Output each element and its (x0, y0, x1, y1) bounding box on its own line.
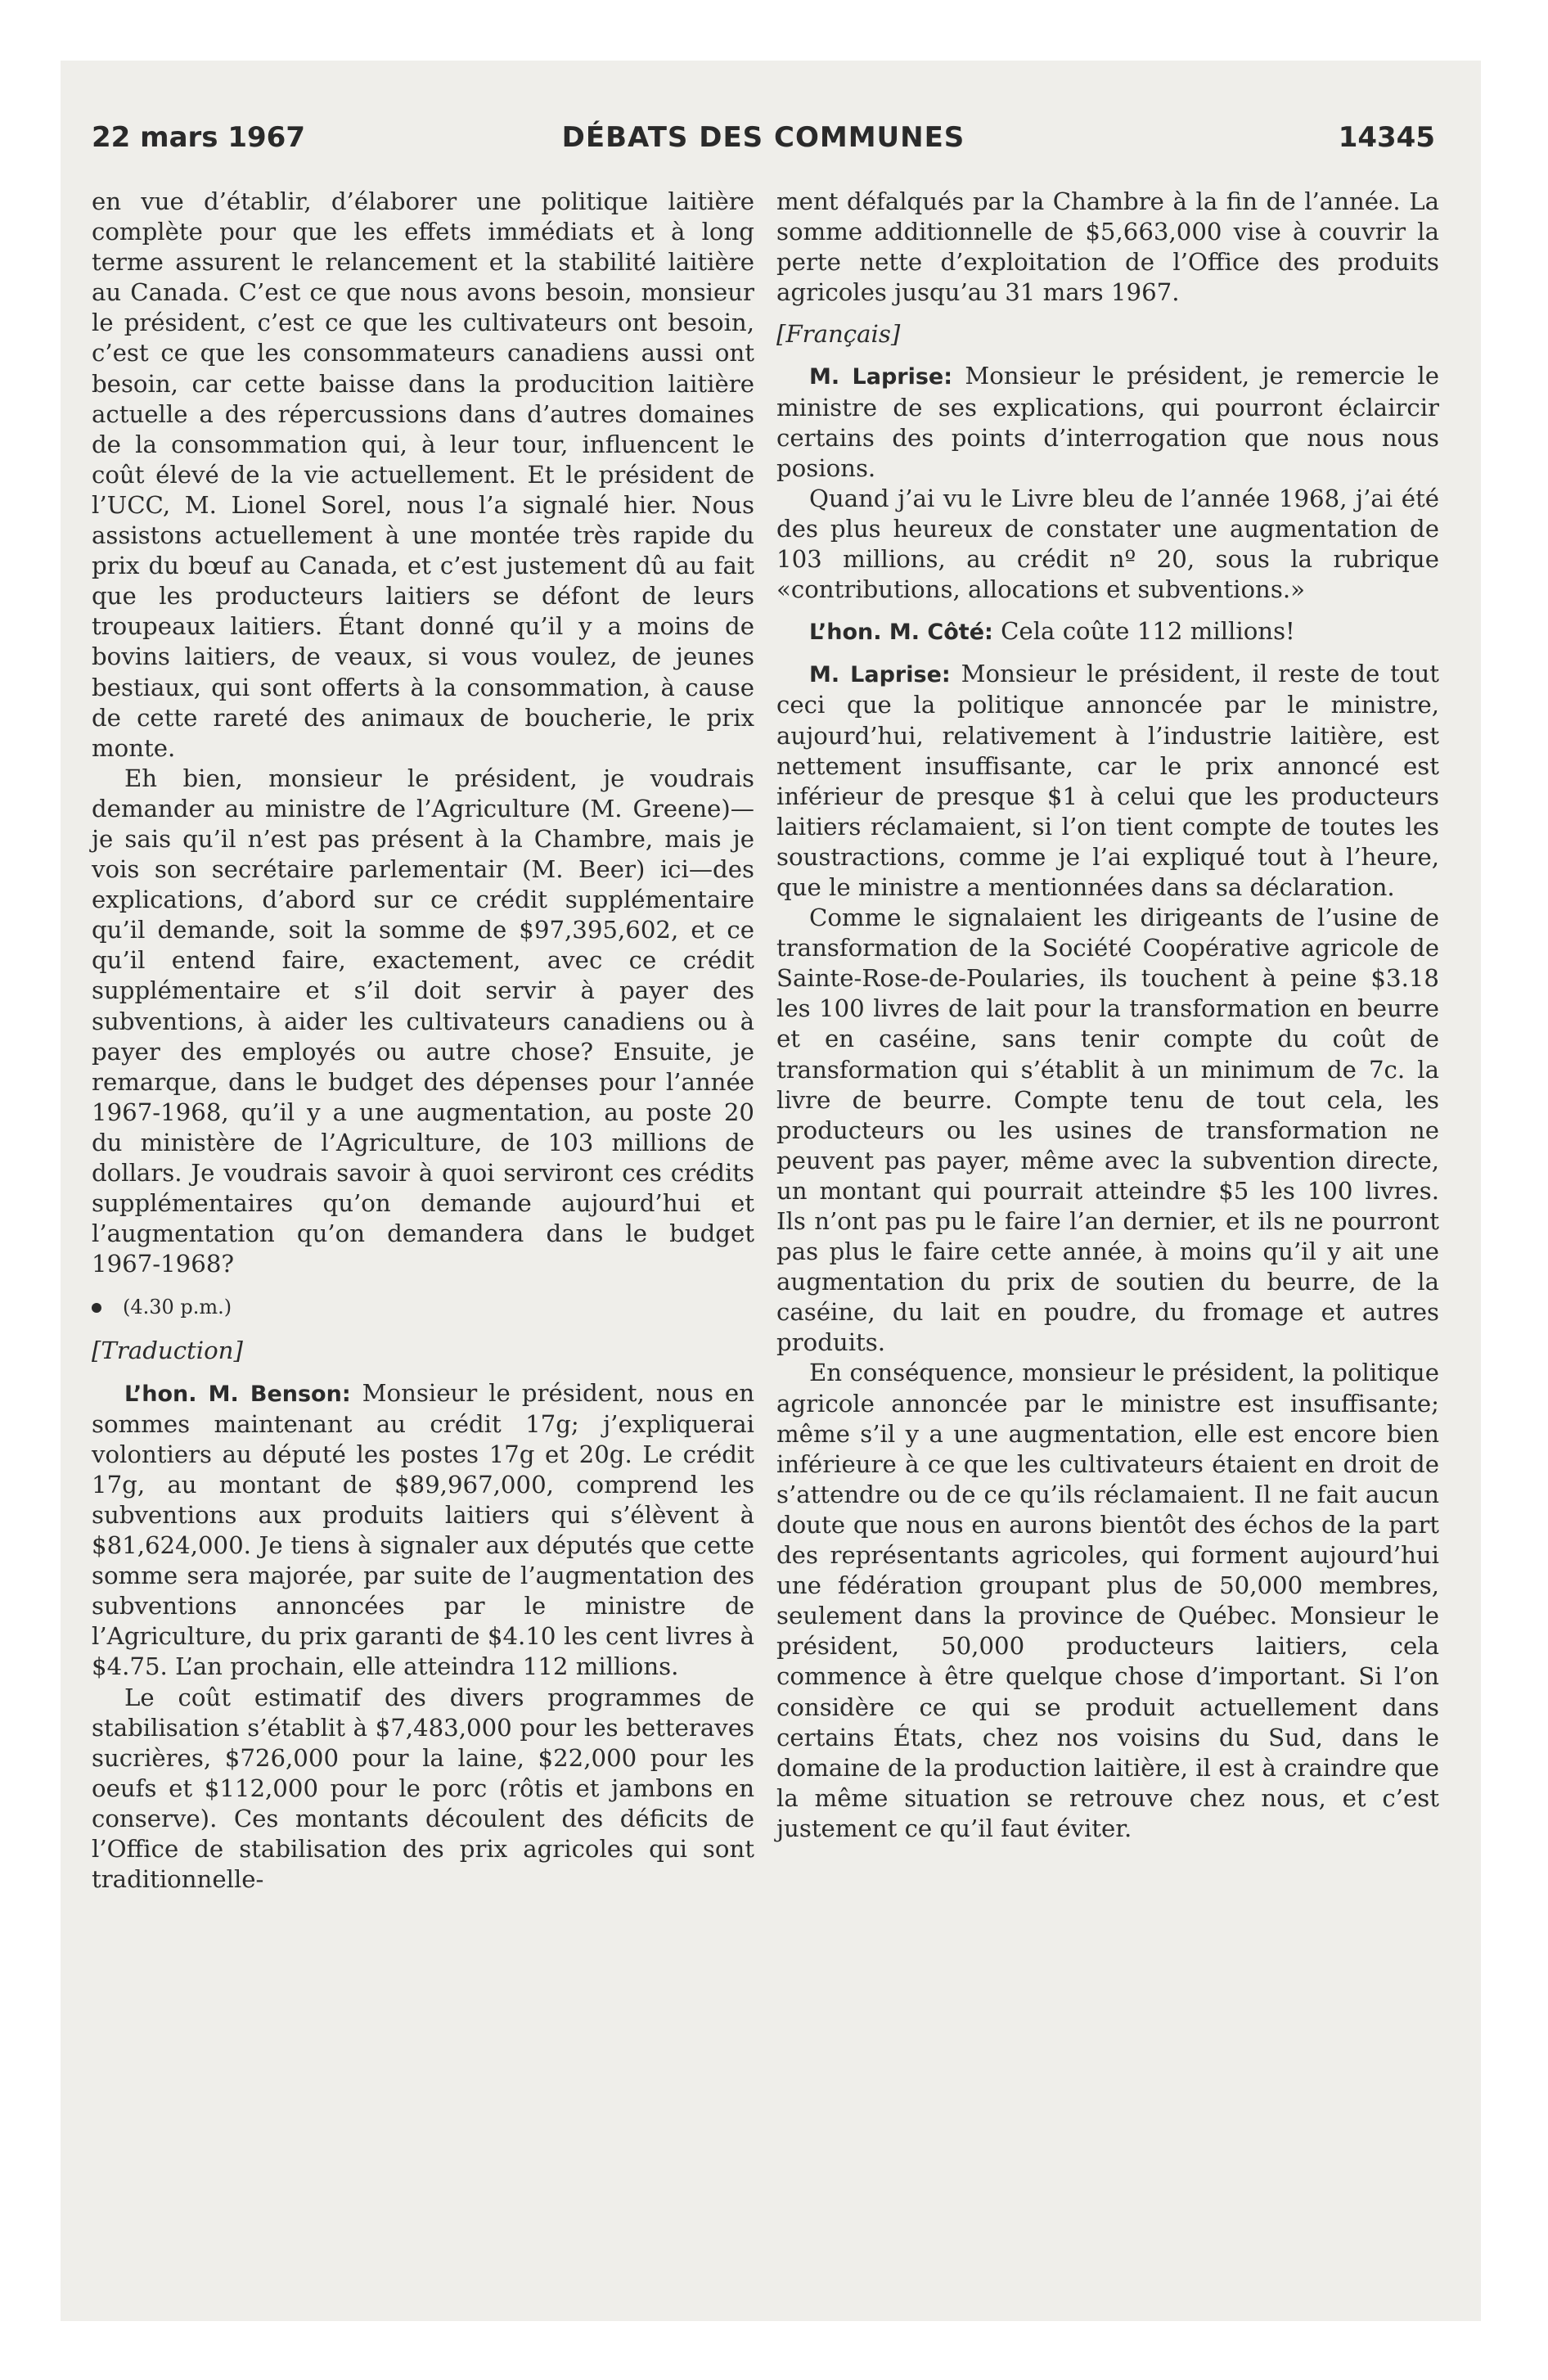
speech-paragraph (92, 1378, 754, 1683)
speech-paragraph (776, 616, 1439, 647)
speaker-name: L’hon. M. Côté: (809, 620, 993, 646)
header-page-number: 14345 (1338, 121, 1435, 154)
paragraph: En conséquence, monsieur le président, la politique agricole annoncée par le ministre est insuffisante; même s’il y a une augmentation, elle est encore bien inférieure à ce que les cultivateurs étaient en droit de s’attendre ou de ce qu’ils réclamaient. Il ne fait aucun doute que nous en aurons bientôt des échos de la part des représentants agricoles, qui forment aujourd’hui une fédération groupant plus de 50,000 membres, seulement dans la province de Québec. Monsieur le président, 50,000 producteurs laitiers, cela commence à être quelque chose d’important. Si l’on considère ce qui se produit actuellement dans certains États, chez nos voisins du Sud, dans le domaine de la production laitière, il est à craindre que la même situation se retrouve chez nous, et c’est justement ce qu’il faut éviter. (776, 1359, 1439, 1842)
paragraph: Eh bien, monsieur le président, je voudrais demander au ministre de l’Agriculture (M. Greene)—je sais qu’il n’est pas présent à la Chambre, mais je vois son secrétaire parlementair (M. Beer) ici—des explications, d’abord sur ce crédit supplémentaire qu’il demande, soit la somme de $97,395,602, et ce qu’il entend faire, exactement, avec ce crédit supplémentaire et s’il doit servir à payer des subventions, à aider les cultivateurs canadiens ou à payer des employés ou autre chose? Ensuite, je remarque, dans le budget des dépenses pour l’année 1967-1968, qu’il y a une augmentation, au poste 20 du ministère de l’Agriculture, de 103 millions de dollars. Je voudrais savoir à quoi serviront ces crédits supplémentaires qu’on demande aujourd’hui et l’augmentation qu’on demandera dans le budget 1967-1968? (92, 764, 754, 1278)
bullet-icon (92, 1303, 101, 1313)
left-column (92, 187, 754, 1895)
speech-paragraph (776, 361, 1439, 483)
paragraph: Comme le signalaient les dirigeants de l’usine de transformation de la Société Coopérative agricole de Sainte-Rose-de-Poularies, ils touchent à peine $3.18 les 100 livres de lait pour la transformation en beurre et en caséine, sans tenir compte du coût de transformation qui s’établit à un minimum de 7c. la livre de beurre. Compte tenu de tout cela, les producteurs ou les usines de transformation ne peuvent pas payer, même avec la subvention directe, un montant qui pourrait atteindre $5 les 100 livres. Ils n’ont pas pu le faire l’an dernier, et ils ne pourront pas plus le faire cette année, à moins qu’il y ait une augmentation du prix de soutien du beurre, de la caséine, du lait en poudre, du fromage et autres produits. (776, 904, 1439, 1357)
paragraph: Le coût estimatif des divers programmes de stabilisation s’établit à $7,483,000 pour les betteraves sucrières, $726,000 pour la laine, $22,000 pour les oeufs et $112,000 pour le porc (rôtis et jambons en conserve). Ces montants découlent des déficits de l’Office de stabilisation des prix agricoles qui sont traditionnelle- (92, 1683, 754, 1894)
paragraph: ment défalqués par la Chambre à la fin de l’année. La somme additionnelle de $5,663,000 vise à couvrir la perte nette d’exploitation de l’Office des produits agricoles jusqu’au 31 mars 1967. (776, 187, 1439, 307)
time-stamp: (4.30 p.m.) (123, 1296, 232, 1319)
speaker-name: M. Laprise: (809, 662, 951, 688)
language-tag: [Français] (776, 320, 901, 349)
speaker-name: M. Laprise: (809, 364, 953, 390)
speech-paragraph (776, 659, 1439, 903)
speech-text: Monsieur le président, nous en sommes maintenant au crédit 17g; j’expliquerai volontiers au député les postes 17g et 20g. Le crédit 17g, au montant de $89,967,000, comprend les subventions aux produits laitiers qui s’élèvent à $81,624,000. Je tiens à signaler aux députés que cette somme sera majorée, par suite de l’augmentation des subventions annoncées par le ministre de l’Agriculture, du prix garanti de $4.10 les cent livres à $4.75. L’an prochain, elle atteindra 112 millions. (92, 1378, 755, 1681)
speaker-name: L’hon. M. Benson: (124, 1381, 351, 1407)
time-marker (92, 1292, 754, 1323)
language-tag: [Traduction] (92, 1336, 243, 1365)
speech-text: Monsieur le président, je remercie le ministre de ses explications, qui pourront éclaircir certains des points d’interrogation que nous nous posions. (776, 362, 1439, 482)
speech-text: Monsieur le président, il reste de tout ceci que la politique annoncée par le ministre, aujourd’hui, relativement à l’industrie laitière, est nettement insuffisante, car le prix annoncé est inférieur de presque $1 à celui que les producteurs laitiers réclamaient, si l’on tient compte de toutes les soustractions, comme je l’ai expliqué tout à l’heure, que le ministre a mentionnées dans sa déclaration. (776, 660, 1440, 901)
speech-text: Cela coûte 112 millions! (992, 617, 1295, 646)
paragraph: Quand j’ai vu le Livre bleu de l’année 1968, j’ai été des plus heureux de constater une augmentation de 103 millions, au crédit nº 20, sous la rubrique «contributions, allocations et subventions.» (776, 484, 1439, 604)
page-header (92, 121, 1435, 170)
header-title: DÉBATS DES COMMUNES (561, 121, 965, 154)
paragraph: en vue d’établir, d’élaborer une politique laitière complète pour que les effets immédiats et à long terme assurent le relancement et la stabilité laitière au Canada. C’est ce que nous avons besoin, monsieur le président, c’est ce que les cultivateurs ont besoin, c’est ce que les consommateurs canadiens aussi ont besoin, car cette baisse dans la producition laitière actuelle a des répercussions dans d’autres domaines de la consommation qui, à leur tour, influencent le coût élevé de la vie actuellement. Et le président de l’UCC, M. Lionel Sorel, nous l’a signalé hier. Nous assistons actuellement à une montée très rapide du prix du bœuf au Canada, et c’est justement dû au fait que les producteurs laitiers se défont de leurs troupeaux laitiers. Étant donné qu’il y a moins de bovins laitiers, de veaux, si vous voulez, de jeunes bestiaux, qui sont offerts à la consommation, à cause de cette rareté des animaux de boucherie, le prix monte. (92, 187, 754, 762)
header-date: 22 mars 1967 (92, 121, 305, 154)
right-column (776, 187, 1439, 1844)
